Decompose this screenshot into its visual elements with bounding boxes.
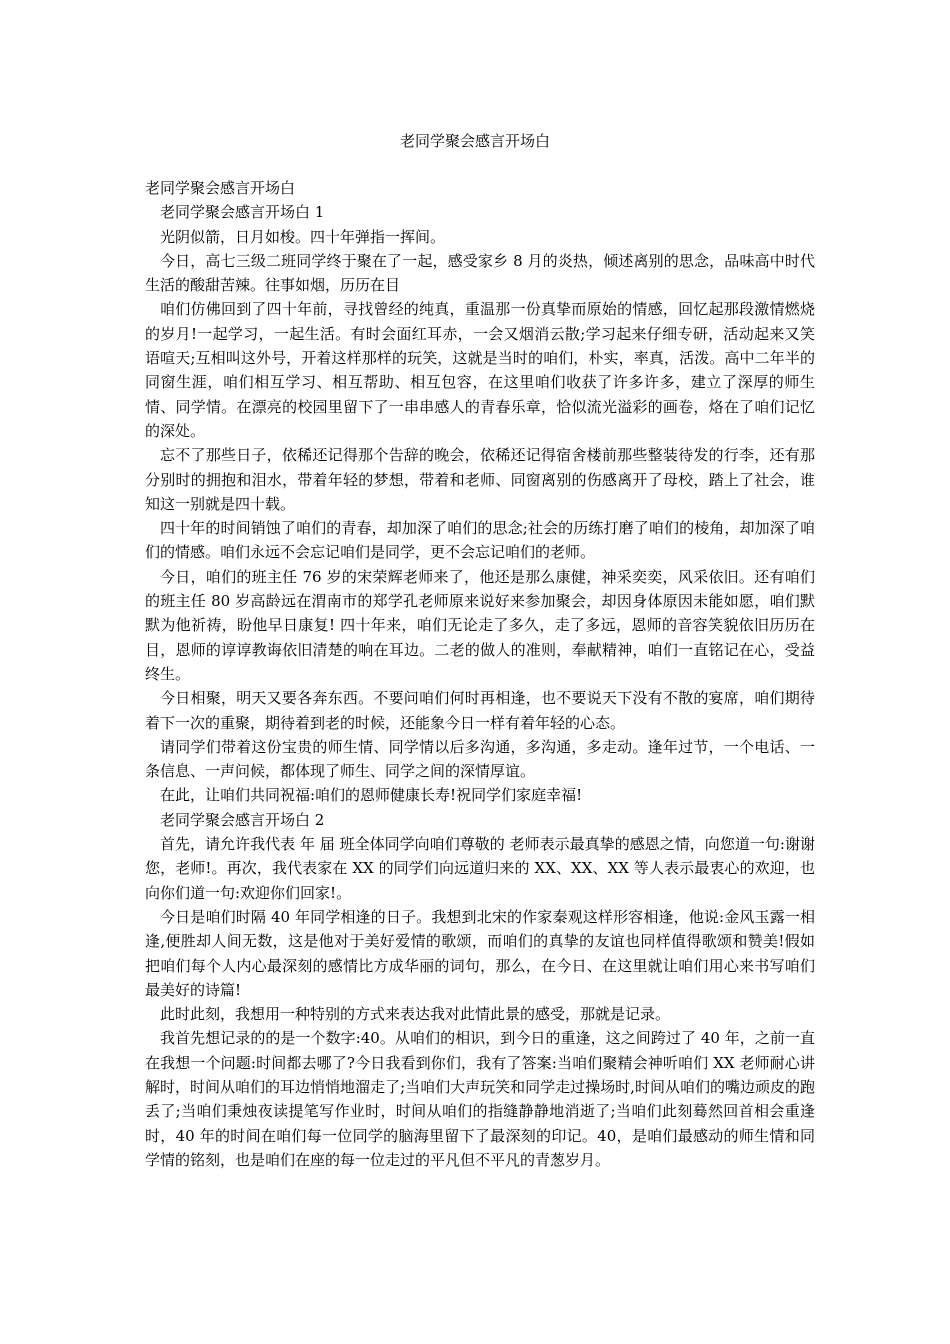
paragraph: 光阴似箭，日月如梭。四十年弹指一挥间。 (160, 227, 446, 246)
section-2-subtitle: 老同学聚会感言开场白 2 (160, 810, 325, 829)
paragraph: 请同学们带着这份宝贵的师生情、同学情以后多沟通，多沟通，多走动。逢年过节，一个电话、一条信息、一声问候，都体现了师生、同学之间的深情厚谊。 (145, 737, 815, 781)
paragraph: 首先，请允许我代表 年 届 班全体同学向咱们尊敬的 老师表示最真挚的感恩之情，向您道一句:谢谢您，老师!。再次，我代表家在 XX 的同学们向远道归来的 XX、XX、XX 等人表示最衷心的欢迎，也向你们道一句:欢迎你们回家!。 (145, 835, 815, 902)
paragraph: 今日，高七三级二班同学终于聚在了一起，感受家乡 8 月的炎热，倾述离别的思念，品味高中时代生活的酸甜苦辣。往事如烟，历历在目 (145, 251, 815, 295)
page-title: 老同学聚会感言开场白 (399, 132, 550, 150)
paragraph: 我首先想记录的的是一个数字:40。从咱们的相识，到今日的重逢，这之间跨过了 40 年，之前一直在我想一个问题:时间都去哪了?今日我看到你们，我有了答案:当咱们聚精会神听咱们 XX 老师耐心讲解时，时间从咱们的耳边悄悄地溜走了;当咱们大声玩笑和同学走过操场时,时间从咱们的嘴边顽皮的跑丢了;当咱们秉烛夜读提笔写作业时，时间从咱们的指缝静静地消逝了;当咱们此刻蓦然回首相会重逢时，40 年的时间在咱们每一位同学的脑海里留下了最深刻的印记。40，是咱们最感动的师生情和同学情的铭刻，也是咱们在座的每一位走过的平凡但不平凡的青葱岁月。 (145, 1029, 815, 1169)
paragraph: 四十年的时间销蚀了咱们的青春，却加深了咱们的思念;社会的历练打磨了咱们的棱角，却加深了咱们的情感。咱们永远不会忘记咱们是同学，更不会忘记咱们的老师。 (145, 519, 815, 562)
paragraph: 咱们仿佛回到了四十年前，寻找曾经的纯真，重温那一份真挚而原始的情感，回忆起那段激情燃烧的岁月!一起学习，一起生活。有时会面红耳赤，一会又烟消云散;学习起来仔细专研，活动起来又笑语喧天;互相叫这外号，开着这样那样的玩笑，这就是当时的咱们，朴实，率真，活泼。高中二年半的同窗生涯，咱们相互学习、相互帮助、相互包容，在这里咱们收获了许多许多，建立了深厚的师生情、同学情。在漂亮的校园里留下了一串串感人的青春乐章，恰似流光溢彩的画卷，烙在了咱们记忆的深处。 (145, 300, 815, 440)
paragraph: 在此，让咱们共同祝福:咱们的恩师健康长寿!祝同学们家庭幸福! (160, 786, 583, 805)
paragraph: 此时此刻，我想用一种特别的方式来表达我对此情此景的感受，那就是记录。 (160, 1005, 671, 1024)
paragraph: 忘不了那些日子，依稀还记得那个告辞的晚会，依稀还记得宿舍楼前那些整装待发的行李，还有那分别时的拥抱和泪水，带着年轻的梦想，带着和老师、同窗离别的伤感离开了母校，踏上了社会，谁知这一别就是四十载。 (145, 446, 815, 513)
document-heading: 老同学聚会感言开场白 (145, 179, 296, 197)
paragraph: 今日是咱们时隔 40 年同学相逢的日子。我想到北宋的作家秦观这样形容相逢，他说:金风玉露一相逢,便胜却人间无数，这是他对于美好爱情的歌颂，而咱们的真挚的友谊也同样值得歌颂和赞美!假如把咱们每个人内心最深刻的感情比方成华丽的词句，那么，在今日、在这里就让咱们用心来书写咱们最美好的诗篇! (145, 907, 815, 999)
section-1-subtitle: 老同学聚会感言开场白 1 (160, 203, 325, 222)
document-body (145, 176, 815, 1172)
paragraph: 今日，咱们的班主任 76 岁的宋荣辉老师来了，他还是那么康健，神采奕奕，风采依旧。还有咱们的班主任 80 岁高龄远在渭南市的郑学孔老师原来说好来参加聚会，却因身体原因未能如愿，咱们默默为他祈祷，盼他早日康复! 四十年来，咱们无论走了多久，走了多远，恩师的音容笑貌依旧历历在目，恩师的谆谆教诲依旧清楚的响在耳边。二老的做人的准则，奉献精神，咱们一直铭记在心，受益终生。 (145, 567, 815, 683)
paragraph: 今日相聚，明天又要各奔东西。不要问咱们何时再相逢，也不要说天下没有不散的宴席，咱们期待着下一次的重聚，期待着到老的时候，还能象今日一样有着年轻的心态。 (145, 689, 815, 732)
